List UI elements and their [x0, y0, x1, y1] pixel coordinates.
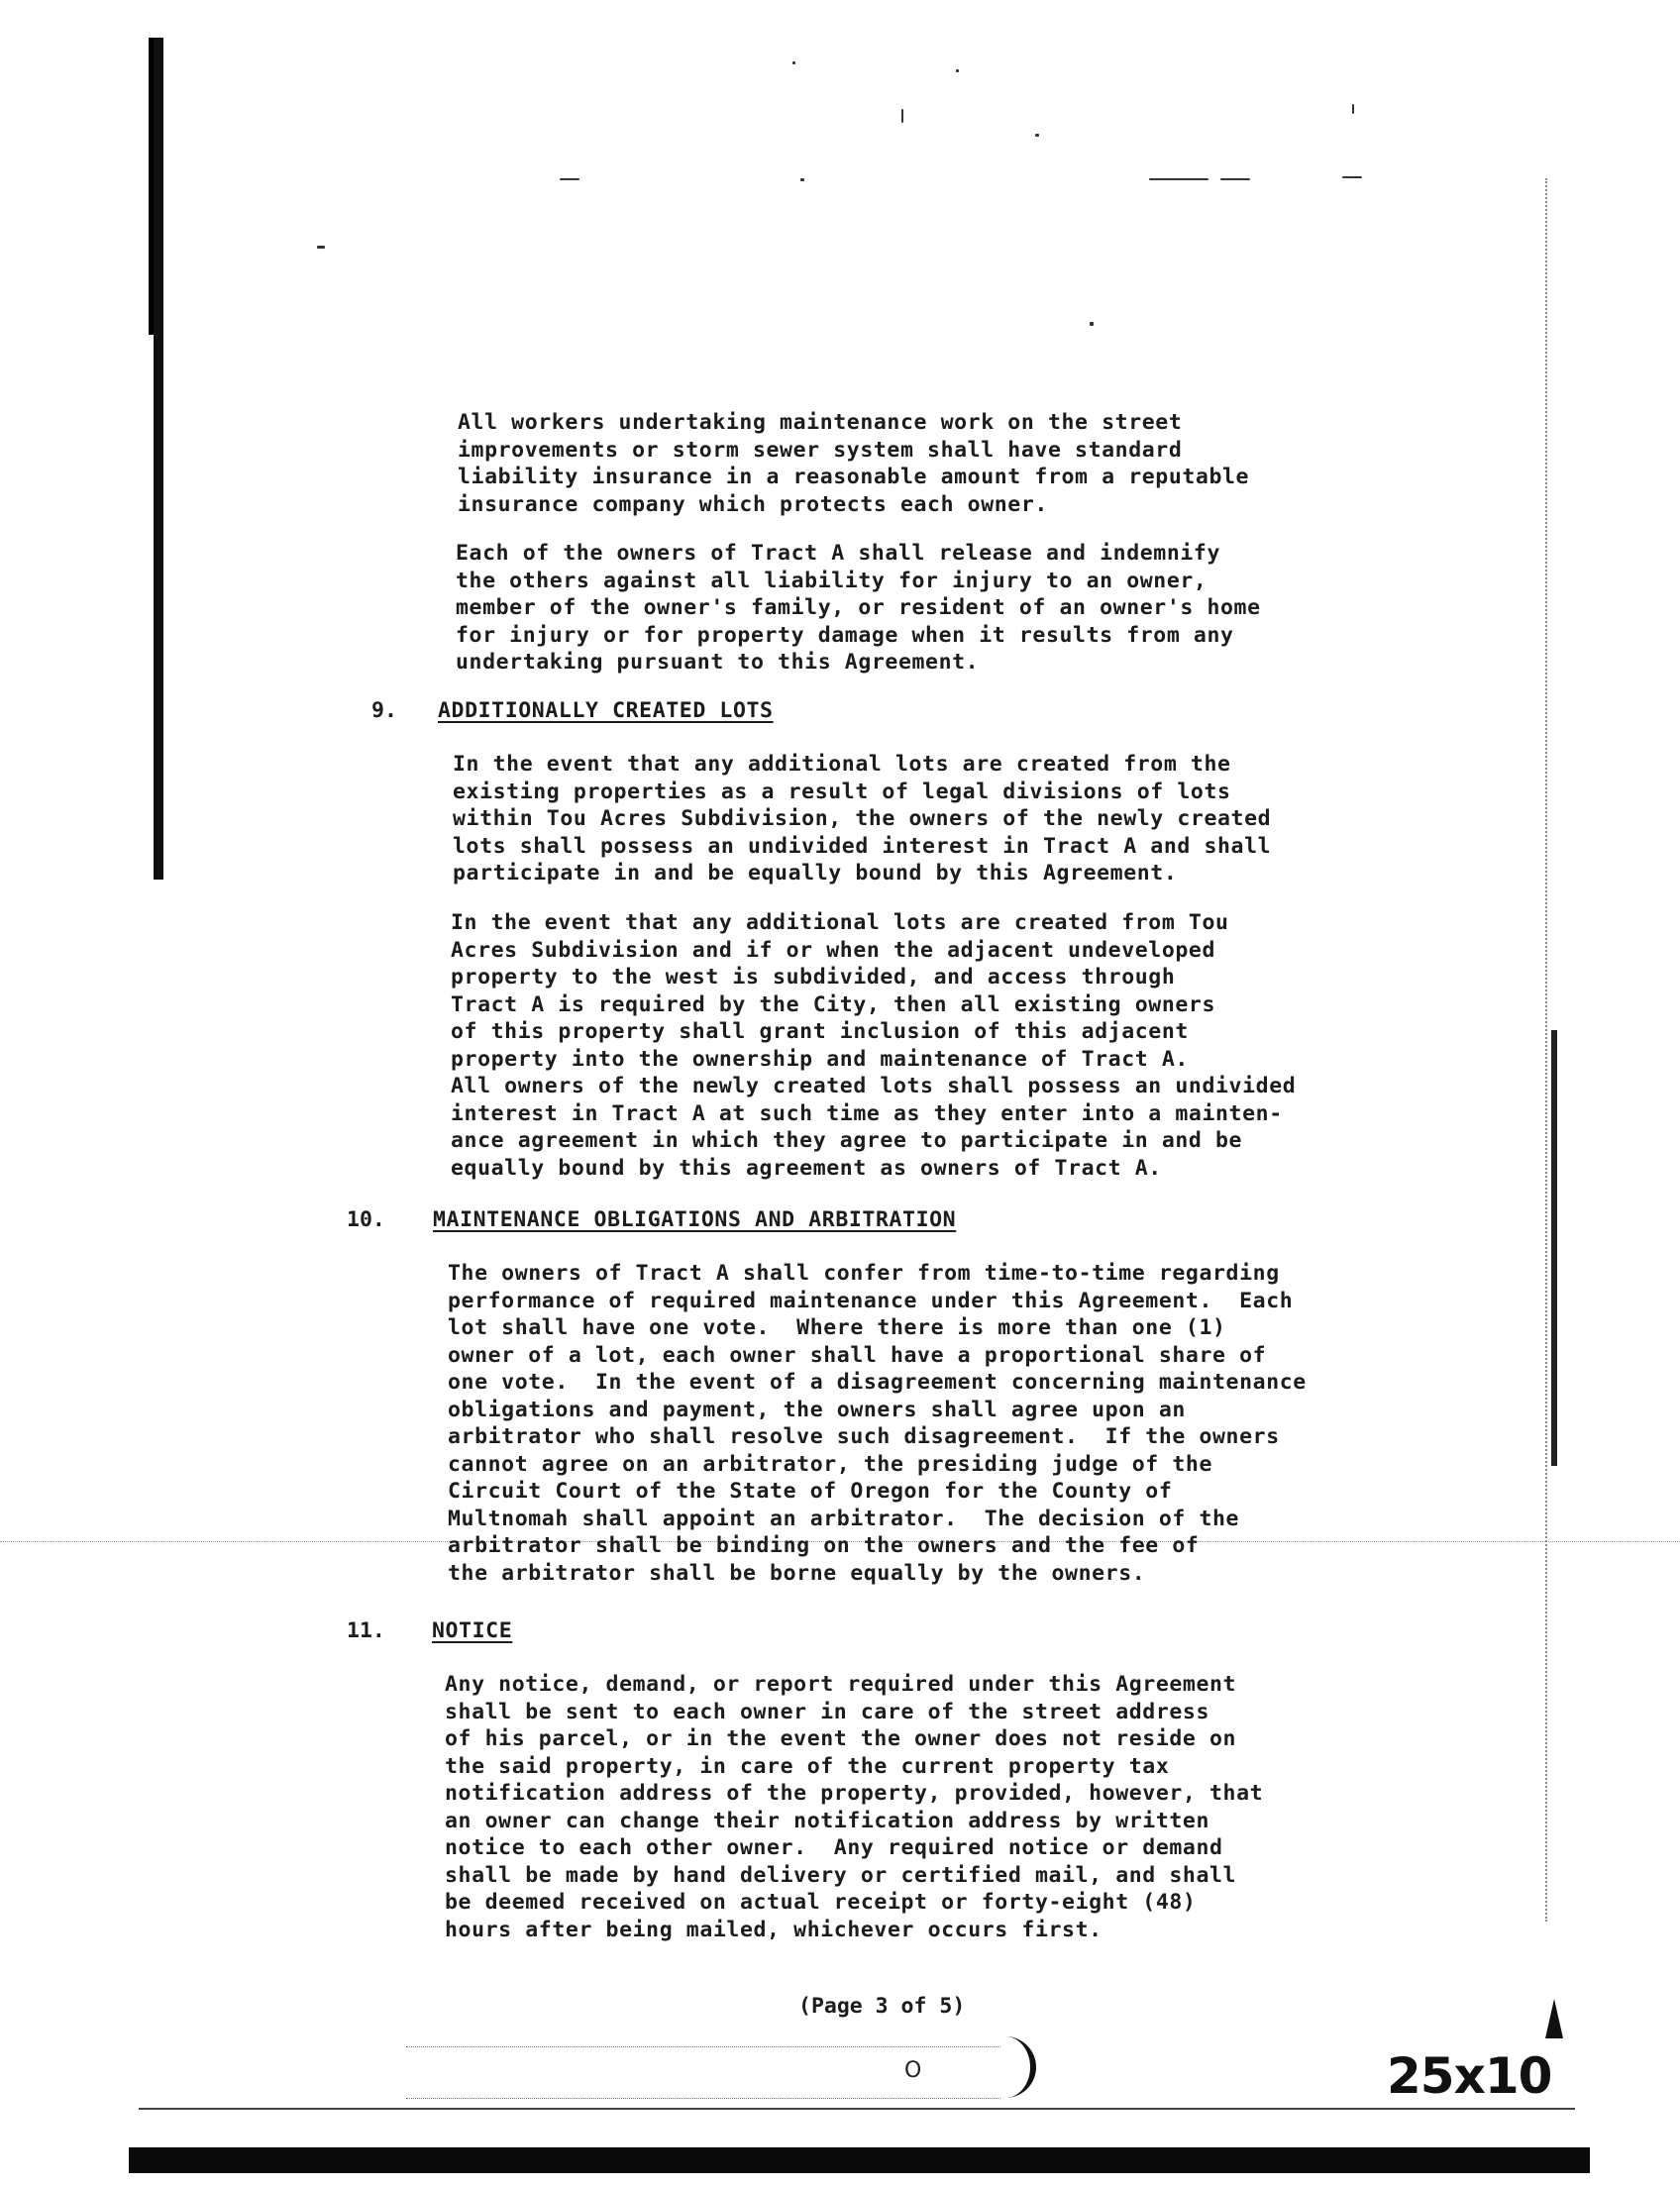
reel-marker-icon: [1545, 1999, 1563, 2038]
scan-speck: [1035, 134, 1039, 137]
scan-speck: [956, 69, 959, 72]
scan-speck: [560, 178, 579, 180]
scan-edge-bottom: [129, 2147, 1590, 2173]
page-number-footer: (Page 3 of 5): [798, 1994, 966, 2019]
insurance-paragraph: All workers undertaking maintenance work on the street improvements or storm sewer system shall have standard liability insurance in a reasonable amount from a reputable insurance company which protects each owner.: [458, 410, 1250, 517]
section-9-number: 9.: [371, 698, 397, 723]
section-9-paragraph-2: In the event that any additional lots are created from Tou Acres Subdivision and if or when the adjacent undeveloped property to the west is subdivided, and access through Tract A is required by the City, then all existing owners of this property shall grant inclusion of this adjacent property into the ownership and maintenance of Tract A. All owners of the newly created lots shall possess an undivided interest in Tract A at such time as they enter into a mainten- ance agreement in which they agree to participate in and be equally bound by this agreement as owners of Tract A.: [451, 910, 1297, 1181]
microfilm-reel-label: 25x10: [1387, 2047, 1552, 2105]
stamp-rule-top: [406, 2046, 1000, 2047]
section-9-heading: ADDITIONALLY CREATED LOTS: [438, 698, 774, 723]
section-11-heading: NOTICE: [432, 1618, 513, 1643]
indemnify-paragraph: Each of the owners of Tract A shall release and indemnify the others against all liability for injury to an owner, member of the owner's family, or resident of an owner's home for injury or for property damage when it results from any undertaking pursuant to this Agreement.: [456, 541, 1261, 675]
scan-edge-left: [154, 38, 163, 880]
scan-speck: [901, 109, 903, 123]
section-11-number: 11.: [347, 1618, 385, 1643]
scan-speck: [800, 178, 804, 181]
scan-speck: [1090, 322, 1094, 326]
section-11-paragraph: Any notice, demand, or report required under this Agreement shall be sent to each owner in care of the street address of his parcel, or in the event the owner does not reside on the said property, in care of the current property tax notification address of the property, provided, however, that an owner can change their notification address by written notice to each other owner. Any required notice or demand shall be made by hand delivery or certified mail, and shall be deemed received on actual receipt or forty-eight (48) hours after being mailed, whichever occurs first.: [445, 1672, 1264, 1942]
scan-bottom-rule: [139, 2108, 1575, 2110]
scan-speck: [1149, 178, 1208, 180]
section-10-heading: MAINTENANCE OBLIGATIONS AND ARBITRATION: [433, 1207, 957, 1232]
section-9-paragraph-1: In the event that any additional lots are created from the existing properties as a result of legal divisions of lots within Tou Acres Subdivision, the owners of the newly created lots shall possess an undivided interest in Tract A and shall participate in and be equally bound by this Agreement.: [453, 752, 1272, 885]
scan-speck: [1342, 176, 1362, 178]
section-10-paragraph: The owners of Tract A shall confer from time-to-time regarding performance of required maintenance under this Agreement. Each lot shall have one vote. Where there is more than one (1) owner of a lot, each owner shall have a proportional share of one vote. In the event of a disagreement concerning maintenance obligations and payment, the owners shall agree upon an arbitrator who shall resolve such disagreement. If the owners cannot agree on an arbitrator, the presiding judge of the Circuit Court of the State of Oregon for the County of Multnomah shall appoint an arbitrator. The decision of the arbitrator shall be binding on the owners and the fee of the arbitrator shall be borne equally by the owners.: [448, 1261, 1307, 1586]
stamp-circle-mark: O: [904, 2058, 922, 2083]
scan-speck: [792, 61, 795, 64]
scan-edge-right: [1545, 178, 1549, 1922]
stamp-rule-bottom: [406, 2098, 1000, 2099]
scan-edge-right-bar: [1551, 1030, 1557, 1466]
section-10-number: 10.: [347, 1207, 385, 1232]
scan-speck: [317, 246, 325, 249]
stamp-bracket: [991, 2036, 1036, 2098]
scan-speck: [1220, 178, 1250, 180]
scan-speck: [1352, 104, 1354, 114]
